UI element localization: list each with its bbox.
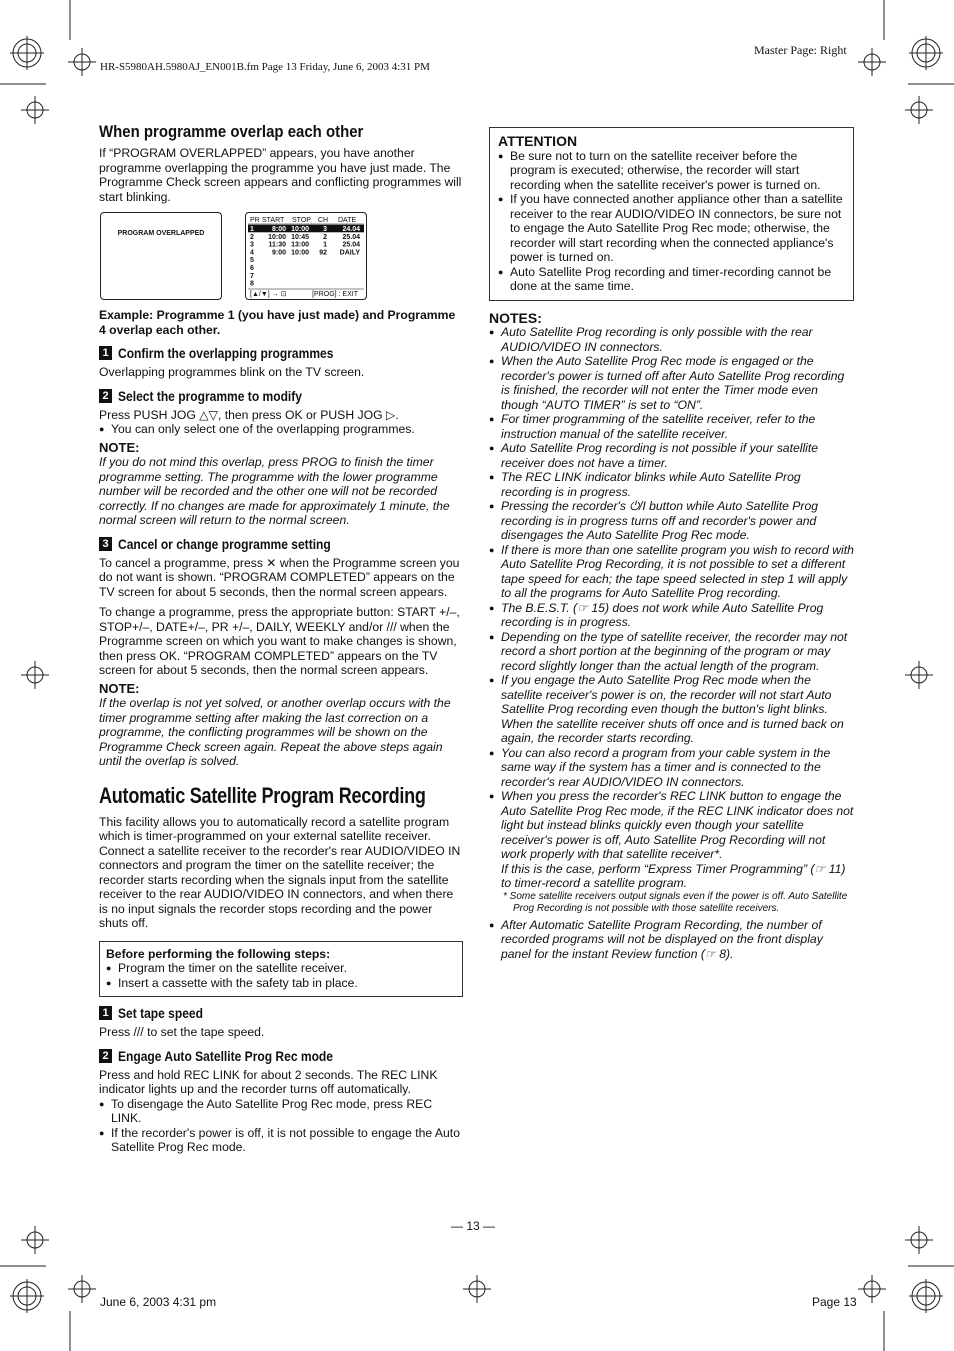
list-item: ● You can also record a program from your cable system in the same way if the system has a timer and is connected to the recorder's rear AUDIO/VIDEO IN connectors. (489, 746, 854, 790)
before-list (106, 961, 456, 990)
list-item: ● To disengage the Auto Satellite Prog Rec mode, press REC LINK. (99, 1097, 463, 1126)
programme-check-screen (245, 212, 367, 300)
table-cell: 1 (323, 241, 327, 249)
step-number: 2 (99, 1049, 112, 1063)
list-item: ● Auto Satellite Prog recording is not possible if your satellite receiver does not have a timer. (489, 441, 854, 470)
notes-list-last (489, 918, 854, 962)
overlap-step-3 (99, 536, 463, 552)
list-item: ● When the Auto Satellite Prog Rec mode is engaged or the recorder's power is turned off after Auto Satellite Prog recording is finished, the recorder will not enter the Timer mode even though “AUTO TIMER” is set to “ON”. (489, 354, 854, 412)
step-2-bullets (99, 1097, 463, 1155)
step-title: Set tape speed (118, 1005, 203, 1021)
express-text: If this is the case, perform “Express Timer Programming” (☞ 11) to timer-record a satellite program. (501, 861, 846, 890)
table-cell: 92 (319, 249, 327, 257)
list-item: ● Insert a cassette with the safety tab in place. (106, 976, 456, 991)
list-item: ● If there is more than one satellite program you wish to record with Auto Satellite Prog Recording, it is not possible to set a different tape speed for each; the tape speed selected in step 1 will apply to all the programs for Auto Satellite Prog recording. (489, 543, 854, 601)
table-cell: 8 (250, 280, 254, 288)
step-title: Select the programme to modify (118, 387, 302, 404)
step-2-text: Press PUSH JOG △▽, then press OK or PUSH JOG ▷. (99, 407, 399, 422)
satellite-step-2 (99, 1048, 463, 1064)
step-2-text: Press and hold REC LINK for about 2 seconds. The REC LINK indicator lights up and the recorder turns off automatically. (99, 1067, 438, 1096)
table-cell: 25.04 (342, 233, 360, 241)
step-title: Engage Auto Satellite Prog Rec mode (118, 1047, 333, 1064)
note-text: If you do not mind this overlap, press PROG to finish the timer programme setting. The programme with the lower programme number will be recorded and the other one will not be recorded correctly. If no changes are made for approximately 1 minute, the normal screen will return to the normal screen. (99, 455, 450, 527)
table-cell: 3 (323, 226, 327, 233)
cancel-text: To cancel a programme, press ✕ when the Programme screen you do not want is shown. “PROGRAM COMPLETED” appears on the TV screen for about 5 seconds, then the normal screen appears. (99, 555, 460, 599)
file-info: HR-S5980AH.5980AJ_EN001B.fm Page 13 Friday, June 6, 2003 4:31 PM (100, 61, 430, 73)
attention-list (498, 149, 845, 294)
step-number: 2 (99, 389, 112, 403)
note-heading: NOTE: (99, 439, 140, 455)
notes-list (489, 325, 854, 862)
list-item: ● Be sure not to turn on the satellite receiver before the program is executed; otherwise, the recorder will start recording when the satellite receiver's power is turned on. (498, 149, 845, 193)
list-item: ● For timer programming of the satellite receiver, refer to the instruction manual of the satellite receiver. (489, 412, 854, 441)
table-cell: 7 (250, 272, 254, 280)
step-title: Cancel or change programme setting (118, 535, 331, 552)
page-number: — 13 — (451, 1219, 496, 1233)
note-text: If the overlap is not yet solved, or another overlap occurs with the timer programme setting after making the last correction on a programme, the conflicting programmes will be shown on the Programme Check screen again. Repeat the above steps again until the overlap is solved. (99, 696, 451, 768)
list-item: ● The REC LINK indicator blinks while Auto Satellite Prog recording is in progress. (489, 470, 854, 499)
overlap-step-1 (99, 345, 463, 361)
table-cell: 10:00 (291, 226, 309, 233)
list-item: ● When you press the recorder's REC LINK button to engage the Auto Satellite Prog Rec mode, if the REC LINK indicator does not light but instead blinks quickly even though your satellite receiver's power is off, Auto Satellite Prog Recording will not work properly with that satellite receiver*. (489, 789, 854, 862)
list-item: ● Depending on the type of satellite receiver, the recorder may not record a short portion at the beginning of the program or may record slightly longer than the actual length of the program. (489, 630, 854, 674)
satellite-step-1 (99, 1005, 463, 1021)
notes-title: NOTES: (489, 309, 542, 326)
satellite-intro: This facility allows you to automatically record a satellite program which is timer-programmed on your external satellite receiver. Connect a satellite receiver to the recorder's rear AUDIO/VIDEO IN connectors and program the timer on the satellite receiver; the recorder starts recording when the signals input from the satellite receiver to the rear AUDIO/VIDEO IN connectors, and when there is no input signals the recorder stops recording and the power shuts off. (99, 814, 461, 930)
list-item: ● If you have connected another appliance other than a satellite receiver to the rear AUDIO/VIDEO IN connectors, be sure not to engage the Auto Satellite Prog Rec mode; otherwise, the recorder will start recording when the connected appliance's power is turned on. (498, 192, 845, 265)
list-item: ● Auto Satellite Prog recording is only possible with the rear AUDIO/VIDEO IN connectors. (489, 325, 854, 354)
footer-date: June 6, 2003 4:31 pm (100, 1295, 217, 1309)
table-cell: 9:00 (271, 249, 286, 257)
table-header-pr: PR (250, 217, 260, 224)
left-column (99, 122, 463, 1155)
before-title: Before performing the following steps: (106, 946, 331, 961)
table-cell: 4 (250, 249, 254, 257)
master-page-label: Master Page: Right (754, 43, 847, 57)
screen-illustrations (99, 212, 463, 308)
table-header-start: START (262, 217, 285, 224)
step-number: 3 (99, 537, 112, 551)
footer-page: Page 13 (812, 1295, 857, 1309)
step-title: Confirm the overlapping programmes (118, 345, 334, 361)
list-item: ● The B.E.S.T. (☞ 15) does not work while Auto Satellite Prog recording is in progress. (489, 601, 854, 630)
attention-title: ATTENTION (498, 133, 578, 149)
overlap-intro: If “PROGRAM OVERLAPPED” appears, you have another programme overlapping the programme you have just made. The Programme Check screen appears and conflicting programmes will start blinking. (99, 146, 462, 204)
step-number: 1 (99, 346, 112, 360)
list-item: ● If you engage the Auto Satellite Prog Rec mode when the satellite receiver's power is on, the recorder will not start Auto Satellite Prog recording even though the button's light blinks. When the satellite receiver shuts off once and is turned back on again, the recorder starts recording. (489, 673, 854, 746)
list-item: ● Auto Satellite Prog recording and timer-recording cannot be done at the same time. (498, 265, 845, 294)
programme-table-svg (246, 213, 366, 299)
list-item: ● Pressing the recorder's ⏻/I button while Auto Satellite Prog recording is in progress turns off and recorder's power and disengages the Auto Satellite Prog Rec mode. (489, 499, 854, 543)
attention-box (489, 127, 854, 301)
screen-footer-right: [PROG] : EXIT (312, 291, 358, 298)
table-cell: 2 (250, 233, 254, 241)
table-header-ch: CH (318, 217, 329, 224)
table-cell: 13:00 (291, 241, 309, 249)
table-cell: 10:00 (268, 233, 286, 241)
screen-footer-left: [▲/▼] → ⊡ (250, 291, 287, 298)
table-header-date: DATE (338, 217, 357, 224)
table-cell: 10:00 (291, 249, 309, 257)
table-cell: 5 (250, 257, 254, 265)
table-cell: 11:30 (268, 241, 286, 249)
overlap-screen-text: PROGRAM OVERLAPPED (117, 230, 205, 237)
step-number: 1 (99, 1006, 112, 1020)
table-cell: 24.04 (342, 226, 360, 233)
list-item: ● If the recorder's power is off, it is not possible to engage the Auto Satellite Prog Rec mode. (99, 1126, 463, 1155)
satellite-title: Automatic Satellite Program Recording (99, 782, 426, 808)
right-column (489, 127, 854, 961)
overlap-step-2 (99, 388, 463, 404)
table-cell: 1 (250, 226, 254, 233)
overlap-screen (100, 212, 222, 300)
table-cell: 25.04 (342, 241, 360, 249)
step-1-text: Press /// to set the tape speed. (99, 1025, 265, 1039)
table-header-stop: STOP (292, 217, 311, 224)
list-item: ● After Automatic Satellite Program Recording, the number of recorded programs will not be displayed on the front display panel for the instant Review function (☞ 8). (489, 918, 854, 962)
table-cell: 3 (250, 241, 254, 249)
table-cell: 2 (323, 233, 327, 241)
change-text: To change a programme, press the appropriate button: START +/–, STOP+/–, DATE+/–, PR +/–, DAILY, WEEKLY and/or /// when the Programme screen on which you want to make changes is shown, then press OK. “PROGRAM COMPLETED” appears on the TV screen for about 5 seconds, then the normal screen appears. (99, 605, 460, 677)
table-cell: 10:45 (291, 233, 309, 241)
step-2-bullets (99, 422, 463, 437)
before-box (99, 941, 463, 998)
step-1-text: Overlapping programmes blink on the TV screen. (99, 365, 365, 379)
list-item: ● You can only select one of the overlapping programmes. (99, 422, 463, 437)
note-heading: NOTE: (99, 680, 140, 696)
overlap-example: Example: Programme 1 (you have just made) and Programme 4 overlap each other. (99, 308, 456, 337)
list-item: ● Program the timer on the satellite receiver. (106, 961, 456, 976)
table-cell: DAILY (339, 249, 360, 257)
table-cell: 6 (250, 265, 254, 272)
overlap-title: When programme overlap each other (99, 122, 364, 141)
footnote: * Some satellite receivers output signals even if the power is off. Auto Satellite Prog Recording is not possible with those satellite receivers. (503, 890, 848, 914)
table-cell: 8:00 (271, 226, 286, 233)
